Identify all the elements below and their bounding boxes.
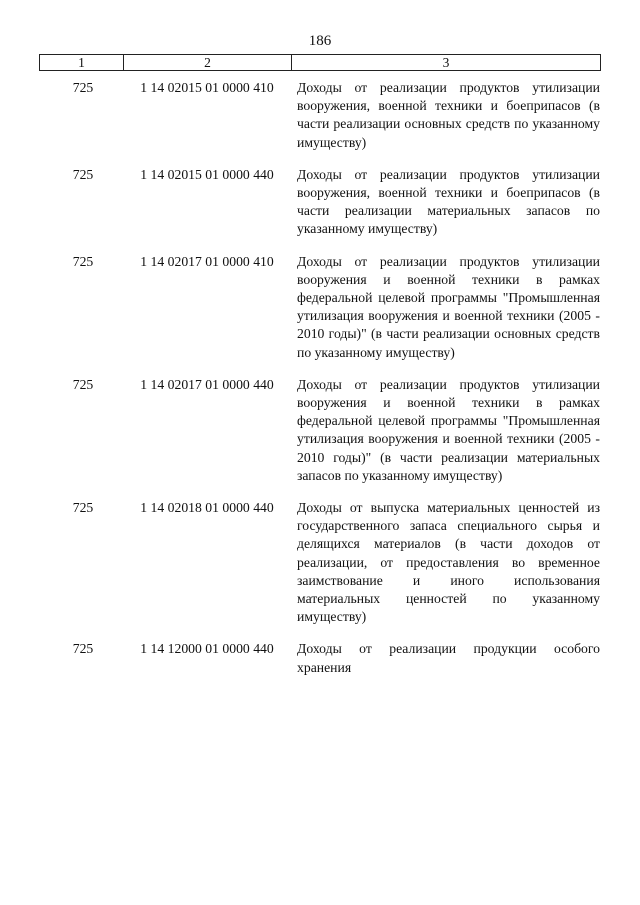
admin-code: 725 xyxy=(72,376,94,392)
budget-classification-code: 1 14 02018 01 0000 440 xyxy=(140,500,274,516)
revenue-description: Доходы от реализации продуктов утилизации вооружения и военной техники в рамках федеральной целевой программы "Промышленная утилизация вооружения и военной техники (2005 - 2010 годы)" (в части реализации материальных запасов по указанному имуществу) xyxy=(297,376,600,483)
revenue-description: Доходы от выпуска материальных ценностей из государственного запаса специального сырья и делящихся материалов (в части доходов от реализации, от предоставления во временное заимствование и иного использования материальных ценностей по указанному имуществу) xyxy=(297,500,600,625)
table-body xyxy=(39,79,601,691)
admin-code: 725 xyxy=(72,166,94,182)
budget-classification-code: 1 14 02017 01 0000 440 xyxy=(140,376,274,392)
table-row xyxy=(39,253,601,362)
header-col-3: 3 xyxy=(442,55,450,70)
budget-classification-code: 1 14 02015 01 0000 410 xyxy=(140,80,274,95)
budget-classification-code: 1 14 02017 01 0000 410 xyxy=(140,253,274,269)
admin-code: 725 xyxy=(72,253,94,269)
header-col-2: 2 xyxy=(124,55,292,70)
admin-code: 725 xyxy=(72,80,94,95)
revenue-description: Доходы от реализации продукции особого хранения xyxy=(297,641,600,675)
table-row xyxy=(39,376,601,485)
page-number: 186 xyxy=(308,33,332,49)
budget-classification-code: 1 14 12000 01 0000 440 xyxy=(140,641,274,657)
revenue-description: Доходы от реализации продуктов утилизации вооружения, военной техники и боеприпасов (в части реализации материальных запасов по указанному имуществу) xyxy=(297,166,600,237)
admin-code: 725 xyxy=(72,641,94,657)
table-row xyxy=(39,79,601,152)
admin-code: 725 xyxy=(72,500,94,516)
header-col-1: 1 xyxy=(40,55,124,70)
table-row xyxy=(39,640,601,676)
budget-classification-code: 1 14 02015 01 0000 440 xyxy=(140,166,274,182)
table-header xyxy=(39,54,601,71)
table-row xyxy=(39,166,601,239)
revenue-description: Доходы от реализации продуктов утилизации вооружения и военной техники в рамках федеральной целевой программы "Промышленная утилизация вооружения и военной техники (2005 - 2010 годы)" (в части реализации основных средств по указанному имуществу) xyxy=(297,253,600,360)
table-row xyxy=(39,499,601,626)
revenue-description: Доходы от реализации продуктов утилизации вооружения, военной техники и боеприпасов (в части реализации основных средств по указанному имуществу) xyxy=(297,80,600,150)
